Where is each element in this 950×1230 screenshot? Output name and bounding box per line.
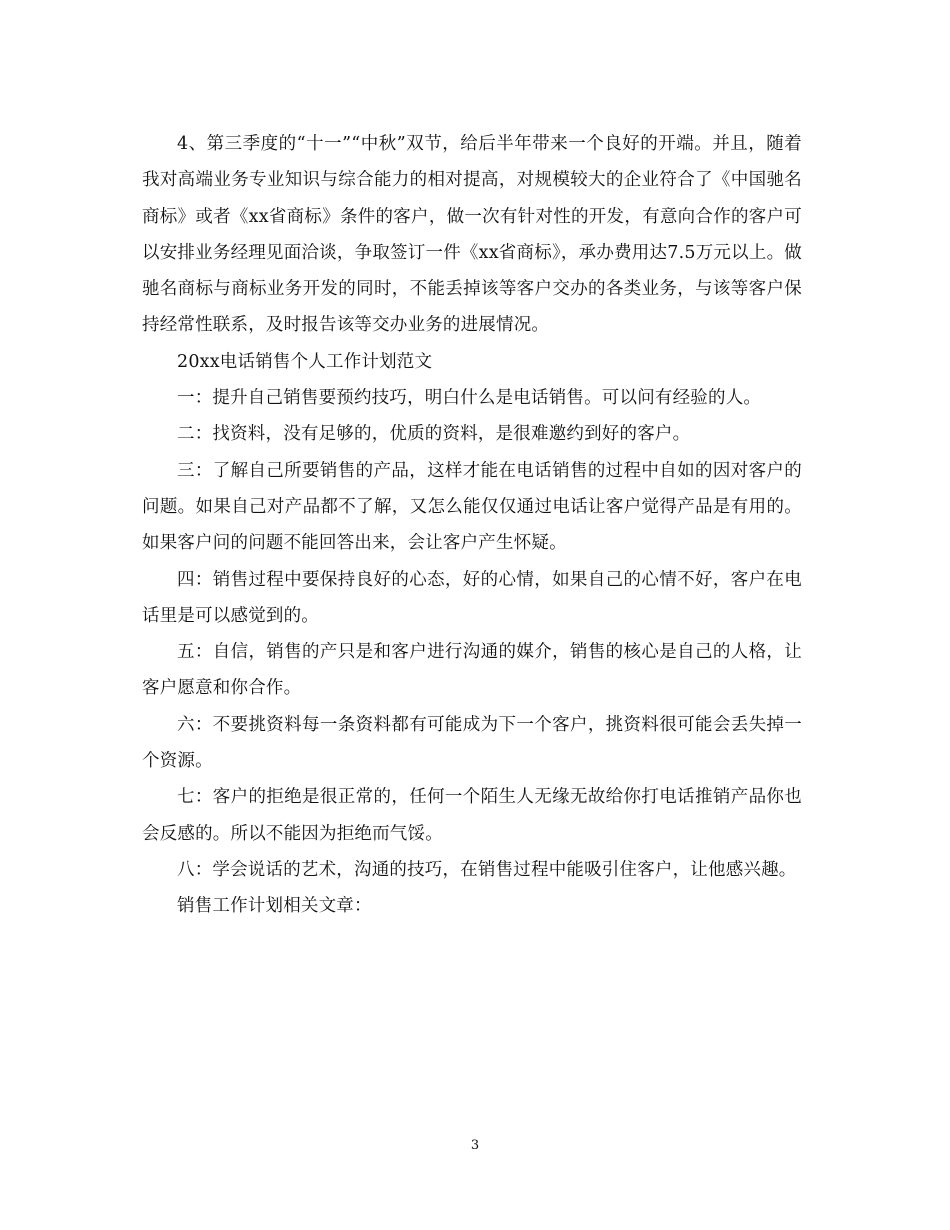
paragraph-point-five: 五：自信，销售的产只是和客户进行沟通的媒介，销售的核心是自己的人格，让客户愿意和你合作。 [142, 642, 802, 699]
paragraph-point-three: 三：了解自己所要销售的产品，这样才能在电话销售的过程中自如的因对客户的问题。如果自己对产品都不了解，又怎么能仅仅通过电话让客户觉得产品是有用的。如果客户问的问题不能回答出来，会让客户产生怀疑。 [142, 460, 802, 554]
paragraph-point-seven: 七：客户的拒绝是很正常的，任何一个陌生人无缘无故给你打电话推销产品你也会反感的。所以不能因为拒绝而气馁。 [142, 787, 802, 844]
paragraph-section-heading: 20xx电话销售个人工作计划范文 [177, 351, 433, 372]
paragraph-point-eight: 八：学会说话的艺术，沟通的技巧，在销售过程中能吸引住客户，让他感兴趣。 [177, 859, 797, 880]
page-number: 3 [470, 1138, 480, 1153]
paragraph-related-articles: 销售工作计划相关文章： [177, 896, 372, 917]
paragraph-point-two: 二：找资料，没有足够的，优质的资料，是很难邀约到好的客户。 [177, 424, 691, 445]
document-body [142, 126, 802, 925]
paragraph-point-four: 四：销售过程中要保持良好的心态，好的心情，如果自己的心情不好，客户在电话里是可以感觉到的。 [142, 569, 802, 626]
paragraph-point-six: 六：不要挑资料每一条资料都有可能成为下一个客户，挑资料很可能会丢失掉一个资源。 [142, 714, 802, 772]
paragraph-q3-holidays: 4、第三季度的“十一”“中秋”双节，给后半年带来一个良好的开端。并且，随着我对高端业务专业知识与综合能力的相对提高，对规模较大的企业符合了《中国驰名商标》或者《xx省商标》条件的客户，做一次有针对性的开发，有意向合作的客户可以安排业务经理见面洽谈，争取签订一件《xx省商标》，承办费用达7.5万元以上。做驰名商标与商标业务开发的同时，不能丢掉该等客户交办的各类业务，与该等客户保持经常性联系，及时报告该等交办业务的进展情况。 [142, 134, 802, 336]
paragraph-point-one: 一：提升自己销售要预约技巧，明白什么是电话销售。可以问有经验的人。 [177, 388, 762, 409]
